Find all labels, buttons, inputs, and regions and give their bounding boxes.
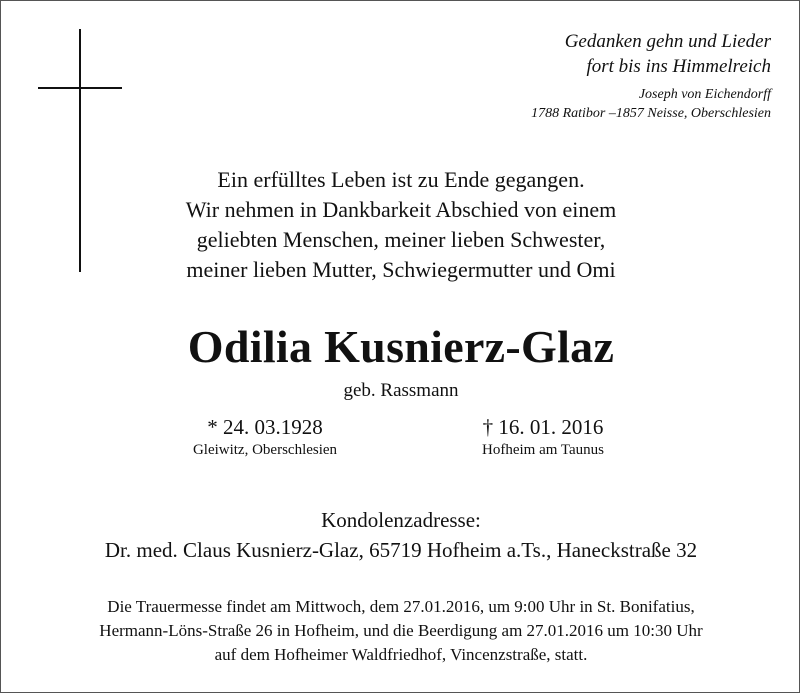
condolence-address: Dr. med. Claus Kusnierz-Glaz, 65719 Hofheim a.Ts., Haneckstraße 32: [104, 538, 698, 562]
service-details: [1, 595, 800, 667]
birth-date: * 24. 03.1928: [207, 415, 323, 439]
quote-author: Joseph von Eichendorff: [638, 87, 771, 102]
quote-author-dates: 1788 Ratibor –1857 Neisse, Oberschlesien: [531, 106, 771, 121]
service-line: Die Trauermesse findet am Mittwoch, dem 27.01.2016, um 9:00 Uhr in St. Bonifatius,: [107, 597, 695, 616]
quote-line: Gedanken gehn und Lieder: [564, 31, 771, 52]
quote-block: [531, 29, 771, 123]
service-line: Hermann-Löns-Straße 26 in Hofheim, und die Beerdigung am 27.01.2016 um 10:30 Uhr: [99, 621, 703, 640]
death-place: Hofheim am Taunus: [482, 442, 604, 458]
intro-line: Wir nehmen in Dankbarkeit Abschied von einem: [185, 197, 617, 222]
death-date: † 16. 01. 2016: [482, 415, 604, 439]
condolence-title: Kondolenzadresse:: [321, 508, 481, 532]
cross-icon-bar: [38, 87, 122, 89]
birth-place: Gleiwitz, Oberschlesien: [192, 442, 338, 458]
death-info: [437, 414, 649, 460]
deceased-name: Odilia Kusnierz-Glaz: [187, 321, 615, 372]
birth-name: geb. Rassmann: [343, 380, 459, 401]
service-line: auf dem Hofheimer Waldfriedhof, Vincenzstraße, statt.: [214, 645, 588, 664]
intro-line: Ein erfülltes Leben ist zu Ende gegangen.: [217, 167, 585, 192]
intro-line: geliebten Menschen, meiner lieben Schwester,: [196, 227, 606, 252]
birth-info: [159, 414, 371, 460]
intro-line: meiner lieben Mutter, Schwiegermutter und Omi: [186, 257, 616, 282]
quote-line: fort bis ins Himmelreich: [586, 56, 771, 77]
intro-text: [1, 165, 800, 285]
